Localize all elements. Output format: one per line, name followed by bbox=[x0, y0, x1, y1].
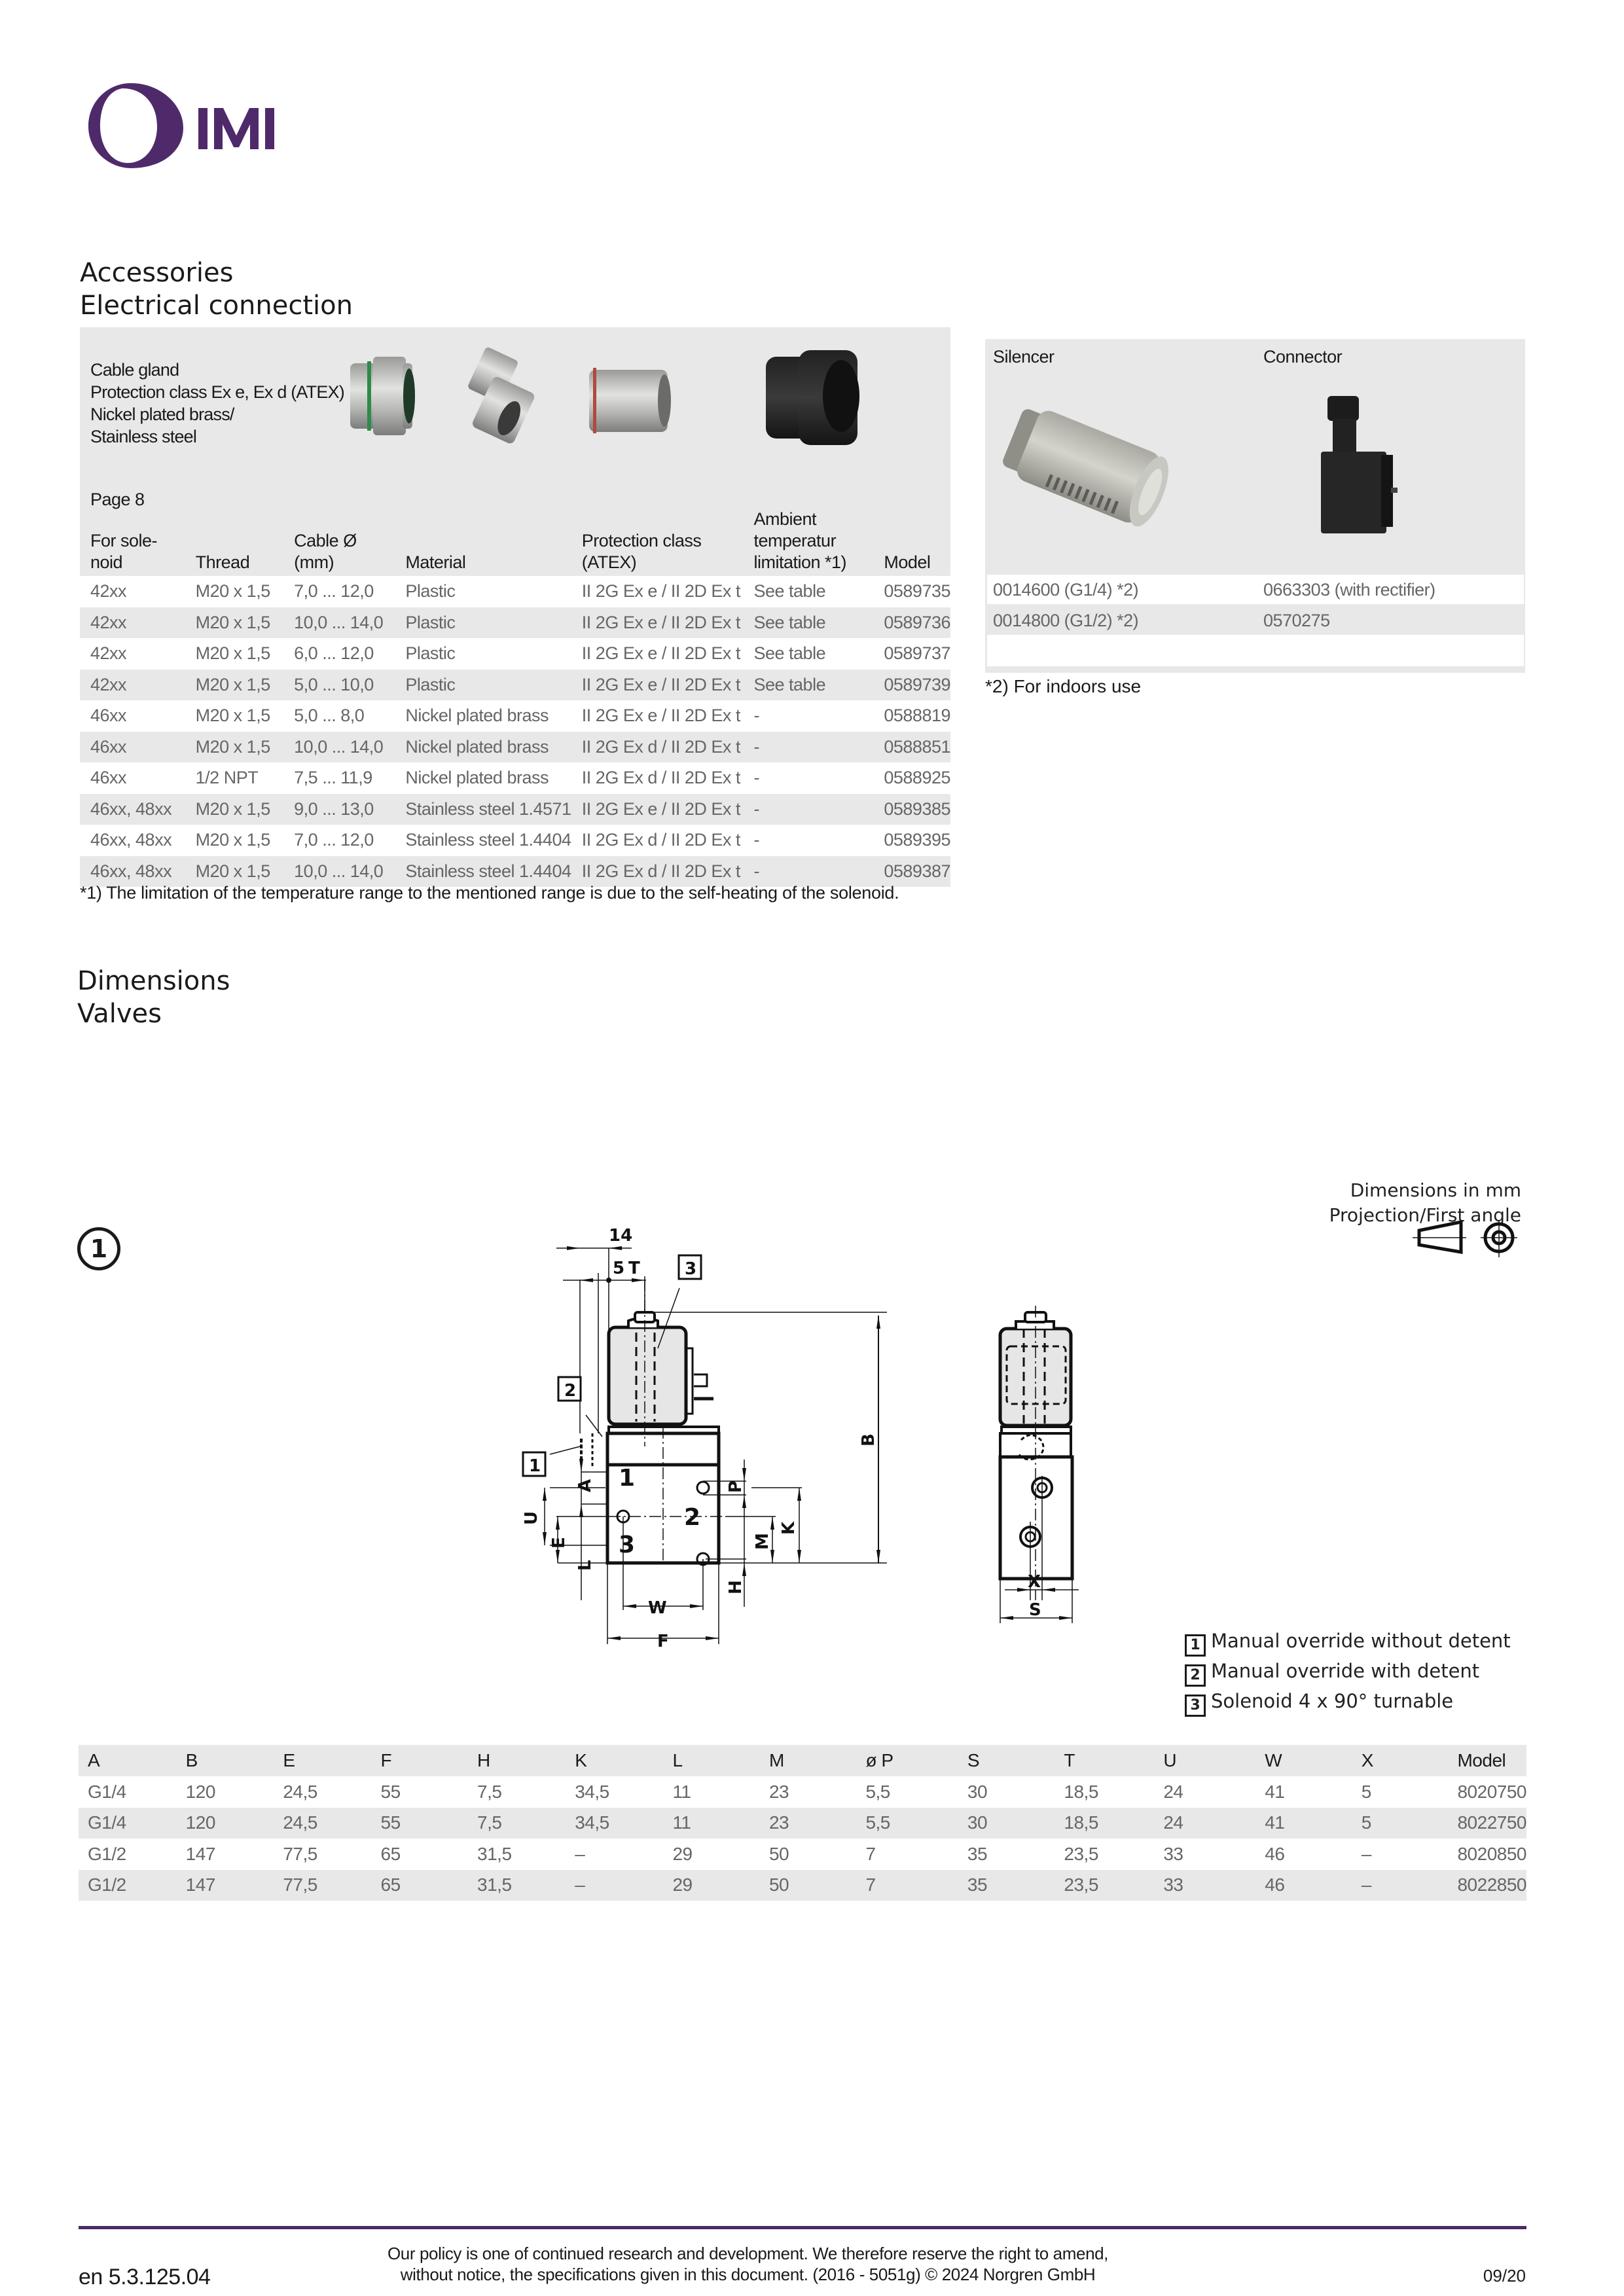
desc-line: Stainless steel bbox=[90, 427, 197, 446]
table-cell: 7 bbox=[856, 1839, 958, 1870]
dim-label-L: L bbox=[575, 1560, 595, 1571]
table-header-row bbox=[80, 504, 950, 576]
silencer-connector-row bbox=[987, 605, 1524, 635]
table-cell: 35 bbox=[958, 1839, 1055, 1870]
table-cell: 30 bbox=[958, 1808, 1055, 1839]
col-header: H bbox=[468, 1745, 566, 1776]
table-cell: II 2G Ex e / II 2D Ex t bbox=[571, 607, 744, 639]
connector-image bbox=[1309, 393, 1427, 543]
gland-image-3 bbox=[589, 368, 671, 433]
table-row bbox=[79, 1776, 1526, 1808]
silencer-label: Silencer bbox=[993, 347, 1055, 367]
table-cell: 7 bbox=[856, 1870, 958, 1901]
table-cell: II 2G Ex d / II 2D Ex t bbox=[571, 856, 744, 888]
dim-label-A: A bbox=[575, 1479, 595, 1492]
page-reference: Page 8 bbox=[90, 490, 145, 509]
table-row bbox=[80, 762, 950, 794]
col-header: K bbox=[566, 1745, 663, 1776]
table-cell: II 2G Ex d / II 2D Ex t bbox=[571, 732, 744, 763]
legend-number: 1 bbox=[1185, 1634, 1206, 1657]
col-header: B bbox=[177, 1745, 274, 1776]
valves-title: Valves bbox=[77, 999, 162, 1029]
table-cell: II 2G Ex d / II 2D Ex t bbox=[571, 762, 744, 794]
table-cell: 30 bbox=[958, 1776, 1055, 1808]
table-cell: 5 bbox=[1352, 1776, 1449, 1808]
table-cell: 5,5 bbox=[856, 1776, 958, 1808]
table-cell: 8022850 bbox=[1448, 1870, 1526, 1901]
table-cell: 31,5 bbox=[468, 1870, 566, 1901]
table-cell: See table bbox=[744, 576, 874, 607]
table-cell: 10,0 ... 14,0 bbox=[283, 607, 395, 639]
table-cell: - bbox=[744, 825, 874, 856]
table-cell: - bbox=[744, 856, 874, 888]
table-cell: Stainless steel 1.4404 bbox=[395, 856, 571, 888]
dim-label-M: M bbox=[753, 1533, 772, 1550]
table-cell: 120 bbox=[177, 1808, 274, 1839]
table-cell: 11 bbox=[663, 1808, 760, 1839]
silencer-model: 0014600 (G1/4) *2) bbox=[993, 580, 1139, 600]
desc-line: Protection class Ex e, Ex d (ATEX) bbox=[90, 382, 344, 402]
table-cell: 46xx bbox=[80, 762, 185, 794]
table-cell: 7,5 bbox=[468, 1808, 566, 1839]
table-cell: 0589735 bbox=[873, 576, 950, 607]
legend-item bbox=[1185, 1657, 1511, 1687]
table-cell: 11 bbox=[663, 1776, 760, 1808]
cable-gland-table bbox=[80, 504, 950, 887]
table-cell: M20 x 1,5 bbox=[185, 732, 284, 763]
dim-label-S: S bbox=[1029, 1600, 1041, 1620]
table-cell: 8020850 bbox=[1448, 1839, 1526, 1870]
table-cell: 46xx, 48xx bbox=[80, 825, 185, 856]
table-cell: M20 x 1,5 bbox=[185, 607, 284, 639]
legend-number: 3 bbox=[1185, 1695, 1206, 1717]
silencer-image bbox=[988, 396, 1185, 547]
gland-image-2 bbox=[453, 346, 545, 445]
silencer-connector-row bbox=[987, 575, 1524, 604]
table-cell: 5,5 bbox=[856, 1808, 958, 1839]
table-cell: 7,5 ... 11,9 bbox=[283, 762, 395, 794]
table-cell: – bbox=[1352, 1839, 1449, 1870]
table-cell: 42xx bbox=[80, 607, 185, 639]
table-cell: 0588819 bbox=[873, 700, 950, 732]
accessories-title: Accessories bbox=[80, 258, 234, 288]
table-cell: 42xx bbox=[80, 638, 185, 670]
table-cell: 5,0 ... 10,0 bbox=[283, 670, 395, 701]
desc-line: Cable gland bbox=[90, 360, 179, 380]
policy-line: without notice, the specifications given in this document. (2016 - 5051g) © 2024 Norgren GmbH bbox=[400, 2265, 1096, 2284]
gland-image-4 bbox=[766, 350, 859, 445]
table-cell: 1/2 NPT bbox=[185, 762, 284, 794]
table-cell: 34,5 bbox=[566, 1808, 663, 1839]
port-label-3: 3 bbox=[619, 1532, 636, 1558]
table-cell: M20 x 1,5 bbox=[185, 825, 284, 856]
silencer-model: 0014800 (G1/2) *2) bbox=[993, 611, 1139, 630]
table-cell: 6,0 ... 12,0 bbox=[283, 638, 395, 670]
table-cell: G1/2 bbox=[79, 1870, 177, 1901]
table-cell: 35 bbox=[958, 1870, 1055, 1901]
table-cell: 18,5 bbox=[1055, 1808, 1154, 1839]
footer-rule bbox=[79, 2226, 1526, 2229]
table-cell: 41 bbox=[1255, 1808, 1352, 1839]
table-cell: Plastic bbox=[395, 670, 571, 701]
indoors-footnote: *2) For indoors use bbox=[985, 676, 1142, 696]
table-cell: 0589739 bbox=[873, 670, 950, 701]
table-cell: II 2G Ex e / II 2D Ex t bbox=[571, 794, 744, 825]
table-cell: 7,5 bbox=[468, 1776, 566, 1808]
table-cell: 46xx bbox=[80, 700, 185, 732]
units-note: Dimensions in mm bbox=[1350, 1179, 1521, 1201]
dim-label-B: B bbox=[859, 1433, 878, 1446]
table-cell: 0589385 bbox=[873, 794, 950, 825]
table-cell: 46xx, 48xx bbox=[80, 794, 185, 825]
table-cell: 42xx bbox=[80, 670, 185, 701]
table-cell: II 2G Ex e / II 2D Ex t bbox=[571, 700, 744, 732]
col-header: E bbox=[274, 1745, 371, 1776]
table-cell: 55 bbox=[372, 1808, 469, 1839]
port-label-1: 1 bbox=[619, 1465, 636, 1492]
dim-label-H: H bbox=[726, 1580, 746, 1594]
table-cell: 0589395 bbox=[873, 825, 950, 856]
legend-text: Solenoid 4 x 90° turnable bbox=[1211, 1690, 1454, 1712]
table-cell: M20 x 1,5 bbox=[185, 794, 284, 825]
col-header: F bbox=[372, 1745, 469, 1776]
imi-logo bbox=[75, 75, 285, 173]
cable-gland-description bbox=[90, 359, 344, 448]
col-header: L bbox=[663, 1745, 760, 1776]
legend-item bbox=[1185, 1626, 1511, 1657]
table-cell: - bbox=[744, 794, 874, 825]
dimensions-title: Dimensions bbox=[77, 966, 230, 996]
table-cell: 24,5 bbox=[274, 1776, 371, 1808]
col-header-material: Material bbox=[405, 552, 466, 572]
dim-label-T: T bbox=[628, 1259, 640, 1278]
table-cell: II 2G Ex e / II 2D Ex t bbox=[571, 638, 744, 670]
table-cell: See table bbox=[744, 670, 874, 701]
table-row bbox=[80, 638, 950, 670]
table-cell: 147 bbox=[177, 1839, 274, 1870]
table-cell: Plastic bbox=[395, 638, 571, 670]
col-header: S bbox=[958, 1745, 1055, 1776]
table-cell: 120 bbox=[177, 1776, 274, 1808]
table-cell: 147 bbox=[177, 1870, 274, 1901]
table-cell: 65 bbox=[372, 1839, 469, 1870]
col-header: U bbox=[1154, 1745, 1255, 1776]
table-cell: II 2G Ex e / II 2D Ex t bbox=[571, 576, 744, 607]
connector-label: Connector bbox=[1263, 347, 1343, 367]
projection-note: Projection/First angle bbox=[1329, 1204, 1521, 1226]
table-cell: 0588851 bbox=[873, 732, 950, 763]
table-cell: 33 bbox=[1154, 1839, 1255, 1870]
table-cell: 42xx bbox=[80, 576, 185, 607]
table-cell: Plastic bbox=[395, 607, 571, 639]
policy-statement bbox=[340, 2243, 1155, 2285]
table-row bbox=[80, 732, 950, 763]
table-row bbox=[80, 670, 950, 701]
temperature-footnote: *1) The limitation of the temperature range to the mentioned range is due to the self-heating of the solenoid. bbox=[80, 883, 899, 903]
table-cell: 46xx bbox=[80, 732, 185, 763]
table-cell: 10,0 ... 14,0 bbox=[283, 856, 395, 888]
col-header-ambient: Ambient temperatur limitation *1) bbox=[753, 509, 847, 572]
col-header-model: Model bbox=[884, 552, 931, 572]
legend-text: Manual override without detent bbox=[1211, 1630, 1511, 1652]
desc-line: Nickel plated brass/ bbox=[90, 404, 234, 424]
table-cell: 50 bbox=[760, 1839, 857, 1870]
table-cell: 23,5 bbox=[1055, 1870, 1154, 1901]
col-header-cable: Cable Ø (mm) bbox=[294, 531, 357, 572]
table-cell: 7,0 ... 12,0 bbox=[283, 825, 395, 856]
table-cell: Nickel plated brass bbox=[395, 762, 571, 794]
table-cell: 10,0 ... 14,0 bbox=[283, 732, 395, 763]
table-cell: 31,5 bbox=[468, 1839, 566, 1870]
silencer-connector-row-empty bbox=[987, 635, 1524, 666]
table-row bbox=[79, 1808, 1526, 1839]
col-header: Model bbox=[1448, 1745, 1526, 1776]
table-cell: 0589387 bbox=[873, 856, 950, 888]
drawing-legend bbox=[1185, 1626, 1511, 1717]
table-cell: 5 bbox=[1352, 1808, 1449, 1839]
table-cell: 34,5 bbox=[566, 1776, 663, 1808]
table-cell: - bbox=[744, 732, 874, 763]
table-cell: – bbox=[1352, 1870, 1449, 1901]
figure-number-badge: 1 bbox=[77, 1227, 120, 1270]
col-header-thread: Thread bbox=[195, 552, 250, 572]
table-cell: G1/4 bbox=[79, 1776, 177, 1808]
policy-line: Our policy is one of continued research and development. We therefore reserve the right to amend, bbox=[387, 2244, 1109, 2263]
table-row bbox=[79, 1870, 1526, 1901]
table-cell: 65 bbox=[372, 1870, 469, 1901]
dim-label-14: 14 bbox=[609, 1226, 633, 1246]
dim-label-E: E bbox=[549, 1537, 569, 1549]
table-cell: II 2G Ex d / II 2D Ex t bbox=[571, 825, 744, 856]
col-header: A bbox=[79, 1745, 177, 1776]
table-cell: 29 bbox=[663, 1870, 760, 1901]
dimensions-table bbox=[79, 1745, 1526, 1901]
valve-side-view-drawing bbox=[982, 1306, 1113, 1698]
table-cell: 77,5 bbox=[274, 1870, 371, 1901]
dim-label-X: X bbox=[1028, 1572, 1041, 1592]
col-header: M bbox=[760, 1745, 857, 1776]
table-cell: 46xx, 48xx bbox=[80, 856, 185, 888]
table-cell: M20 x 1,5 bbox=[185, 576, 284, 607]
callout-1: 1 bbox=[529, 1456, 541, 1476]
dim-label-P: P bbox=[726, 1480, 746, 1493]
table-cell: M20 x 1,5 bbox=[185, 638, 284, 670]
table-cell: - bbox=[744, 762, 874, 794]
legend-number: 2 bbox=[1185, 1664, 1206, 1687]
col-header-solenoid: For sole- noid bbox=[90, 531, 158, 572]
table-cell: 23,5 bbox=[1055, 1839, 1154, 1870]
table-cell: M20 x 1,5 bbox=[185, 670, 284, 701]
table-cell: 7,0 ... 12,0 bbox=[283, 576, 395, 607]
table-cell: 46 bbox=[1255, 1839, 1352, 1870]
table-cell: G1/4 bbox=[79, 1808, 177, 1839]
table-cell: 8022750 bbox=[1448, 1808, 1526, 1839]
legend-item bbox=[1185, 1687, 1511, 1717]
valve-front-view-drawing bbox=[511, 1217, 916, 1689]
table-cell: 8020750 bbox=[1448, 1776, 1526, 1808]
table-cell: 9,0 ... 13,0 bbox=[283, 794, 395, 825]
table-cell: Nickel plated brass bbox=[395, 700, 571, 732]
table-cell: 0589736 bbox=[873, 607, 950, 639]
callout-2: 2 bbox=[564, 1381, 577, 1401]
first-angle-projection-icon bbox=[1401, 1221, 1525, 1260]
table-cell: M20 x 1,5 bbox=[185, 700, 284, 732]
table-cell: 77,5 bbox=[274, 1839, 371, 1870]
table-cell: – bbox=[566, 1870, 663, 1901]
dim-label-5: 5 bbox=[613, 1259, 625, 1278]
table-cell: 24 bbox=[1154, 1776, 1255, 1808]
dim-label-W: W bbox=[648, 1598, 667, 1618]
table-cell: 50 bbox=[760, 1870, 857, 1901]
table-cell: 55 bbox=[372, 1776, 469, 1808]
table-row bbox=[80, 576, 950, 607]
dim-label-U: U bbox=[522, 1511, 541, 1525]
connector-model: 0570275 bbox=[1263, 611, 1330, 630]
table-cell: 41 bbox=[1255, 1776, 1352, 1808]
col-header-protection: Protection class (ATEX) bbox=[581, 531, 702, 572]
table-header-row bbox=[79, 1745, 1526, 1776]
table-row bbox=[80, 700, 950, 732]
table-cell: 46 bbox=[1255, 1870, 1352, 1901]
table-cell: 23 bbox=[760, 1808, 857, 1839]
table-cell: – bbox=[566, 1839, 663, 1870]
table-cell: Stainless steel 1.4404 bbox=[395, 825, 571, 856]
table-row bbox=[80, 607, 950, 639]
callout-3: 3 bbox=[685, 1259, 697, 1279]
table-cell: See table bbox=[744, 607, 874, 639]
table-cell: Nickel plated brass bbox=[395, 732, 571, 763]
table-cell: M20 x 1,5 bbox=[185, 856, 284, 888]
col-header: T bbox=[1055, 1745, 1154, 1776]
table-cell: 18,5 bbox=[1055, 1776, 1154, 1808]
table-cell: 24,5 bbox=[274, 1808, 371, 1839]
port-label-2: 2 bbox=[684, 1504, 701, 1531]
table-cell: See table bbox=[744, 638, 874, 670]
table-cell: 5,0 ... 8,0 bbox=[283, 700, 395, 732]
table-cell: G1/2 bbox=[79, 1839, 177, 1870]
electrical-connection-title: Electrical connection bbox=[80, 291, 353, 321]
table-cell: II 2G Ex e / II 2D Ex t bbox=[571, 670, 744, 701]
table-row bbox=[79, 1839, 1526, 1870]
table-cell: Plastic bbox=[395, 576, 571, 607]
table-cell: 0589737 bbox=[873, 638, 950, 670]
table-row bbox=[80, 794, 950, 825]
connector-model: 0663303 (with rectifier) bbox=[1263, 580, 1435, 600]
document-code: en 5.3.125.04 bbox=[79, 2265, 211, 2289]
table-cell: - bbox=[744, 700, 874, 732]
table-cell: Stainless steel 1.4571 bbox=[395, 794, 571, 825]
legend-text: Manual override with detent bbox=[1211, 1660, 1480, 1682]
document-date: 09/20 bbox=[1483, 2266, 1526, 2286]
dim-label-K: K bbox=[779, 1521, 799, 1535]
col-header: X bbox=[1352, 1745, 1449, 1776]
table-cell: 33 bbox=[1154, 1870, 1255, 1901]
gland-image-1 bbox=[350, 357, 415, 435]
table-cell: 29 bbox=[663, 1839, 760, 1870]
table-row bbox=[80, 825, 950, 856]
table-cell: 24 bbox=[1154, 1808, 1255, 1839]
table-cell: 23 bbox=[760, 1776, 857, 1808]
col-header: ø P bbox=[856, 1745, 958, 1776]
dim-label-F: F bbox=[657, 1632, 669, 1651]
col-header: W bbox=[1255, 1745, 1352, 1776]
table-cell: 0588925 bbox=[873, 762, 950, 794]
cable-gland-images bbox=[344, 340, 933, 458]
